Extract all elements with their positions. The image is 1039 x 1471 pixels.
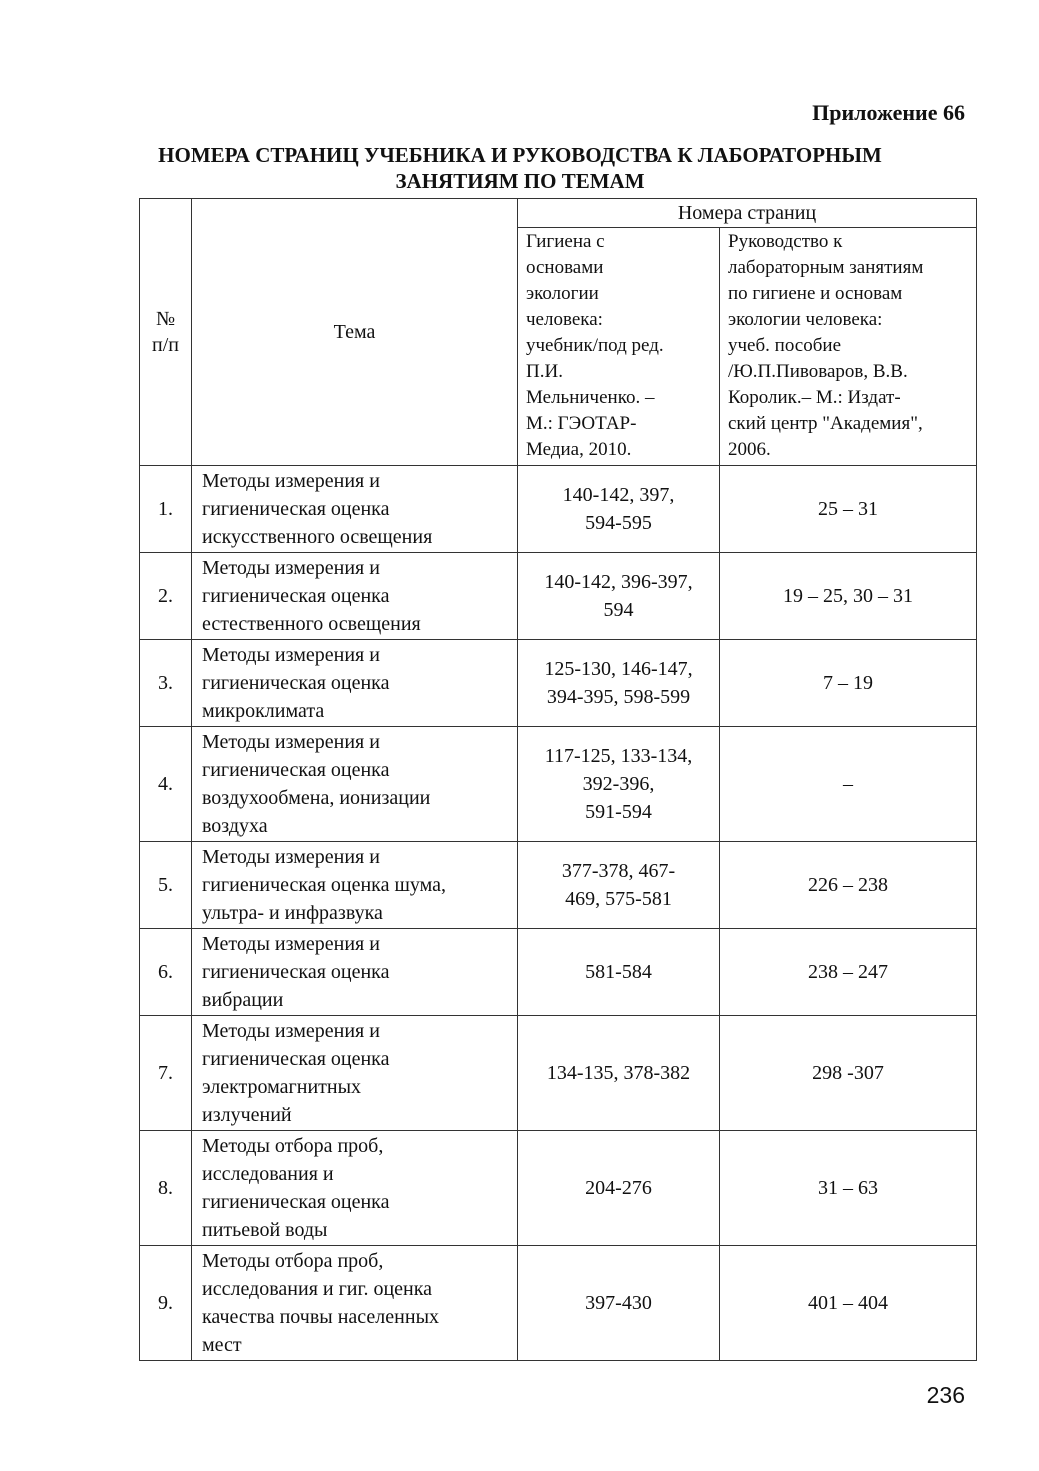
row-topic-line: питьевой воды [202, 1219, 328, 1241]
row-topic [192, 727, 518, 842]
header-textbook-line: Гигиена с [526, 231, 605, 252]
header-num-line: п/п [152, 334, 179, 356]
header-lab-guide-line: учеб. пособие [728, 335, 841, 356]
row-textbook-pages-line: 204-276 [585, 1177, 652, 1199]
row-number: 9. [140, 1246, 192, 1361]
row-lab-guide-pages: 19 – 25, 30 – 31 [720, 553, 977, 640]
page-title [80, 142, 960, 194]
row-textbook-pages-line: 594 [603, 599, 634, 621]
row-textbook-pages-line: 469, 575-581 [565, 888, 672, 910]
title-line: ЗАНЯТИЯМ ПО ТЕМАМ [395, 169, 645, 193]
row-topic-line: гигиеническая оценка [202, 961, 390, 983]
row-lab-guide-pages: 226 – 238 [720, 842, 977, 929]
row-topic-line: Методы измерения и [202, 846, 380, 868]
row-topic [192, 466, 518, 553]
row-topic-line: Методы отбора проб, [202, 1135, 384, 1157]
row-textbook-pages-line: 140-142, 397, [562, 484, 675, 506]
row-textbook-pages-line: 140-142, 396-397, [544, 571, 693, 593]
header-lab-guide-line: /Ю.П.Пивоваров, В.В. [728, 361, 908, 382]
header-lab-guide [720, 228, 977, 466]
header-lab-guide-line: Руководство к [728, 231, 843, 252]
header-topic: Тема [192, 199, 518, 466]
row-number: 4. [140, 727, 192, 842]
row-topic-line: Методы измерения и [202, 644, 380, 666]
header-textbook [518, 228, 720, 466]
row-topic-line: микроклимата [202, 700, 325, 722]
row-textbook-pages-line: 125-130, 146-147, [544, 658, 693, 680]
row-textbook-pages-line: 591-594 [585, 801, 652, 823]
row-textbook-pages-line: 394-395, 598-599 [546, 686, 691, 708]
header-lab-guide-line: экологии человека: [728, 309, 883, 330]
row-lab-guide-pages: 7 – 19 [720, 640, 977, 727]
row-textbook-pages-line: 581-584 [585, 961, 652, 983]
header-textbook-line: М.: ГЭОТАР- [526, 413, 637, 434]
row-textbook-pages-line: 134-135, 378-382 [546, 1062, 691, 1084]
row-lab-guide-pages: 298 -307 [720, 1016, 977, 1131]
page-number: 236 [926, 1382, 965, 1408]
row-textbook-pages [518, 842, 720, 929]
row-topic-line: гигиеническая оценка [202, 759, 390, 781]
row-topic-line: гигиеническая оценка [202, 1191, 390, 1213]
row-textbook-pages [518, 466, 720, 553]
row-topic-line: гигиеническая оценка [202, 585, 390, 607]
row-textbook-pages [518, 929, 720, 1016]
row-textbook-pages-line: 397-430 [585, 1292, 652, 1314]
row-topic-line: Методы отбора проб, [202, 1250, 384, 1272]
header-pages-group: Номера страниц [518, 199, 977, 228]
row-textbook-pages-line: 594-595 [585, 512, 652, 534]
row-topic [192, 929, 518, 1016]
row-textbook-pages [518, 553, 720, 640]
page-numbers-table [139, 198, 977, 1361]
row-topic-line: исследования и [202, 1163, 334, 1185]
row-topic-line: Методы измерения и [202, 731, 380, 753]
table-row [140, 466, 977, 553]
row-textbook-pages [518, 1246, 720, 1361]
row-topic [192, 1016, 518, 1131]
row-topic [192, 842, 518, 929]
row-lab-guide-pages: – [720, 727, 977, 842]
header-textbook-line: экологии [526, 283, 599, 304]
header-textbook-line: П.И. [526, 361, 563, 382]
row-topic-line: электромагнитных [202, 1076, 362, 1098]
row-topic-line: гигиеническая оценка [202, 672, 390, 694]
row-topic-line: Методы измерения и [202, 557, 380, 579]
row-number: 8. [140, 1131, 192, 1246]
table-row [140, 1246, 977, 1361]
title-line: НОМЕРА СТРАНИЦ УЧЕБНИКА И РУКОВОДСТВА К ЛАБОРАТОРНЫМ [158, 143, 882, 167]
header-textbook-line: учебник/под ред. [526, 335, 664, 356]
row-topic-line: излучений [202, 1104, 292, 1126]
row-topic [192, 640, 518, 727]
row-lab-guide-pages: 238 – 247 [720, 929, 977, 1016]
row-number: 5. [140, 842, 192, 929]
row-topic-line: Методы измерения и [202, 1020, 380, 1042]
row-number: 6. [140, 929, 192, 1016]
header-textbook-line: Медиа, 2010. [526, 439, 632, 460]
table-body [140, 466, 977, 1361]
row-topic-line: искусственного освещения [202, 526, 433, 548]
row-number: 3. [140, 640, 192, 727]
row-textbook-pages [518, 727, 720, 842]
row-number: 7. [140, 1016, 192, 1131]
row-textbook-pages-line: 117-125, 133-134, [544, 745, 693, 767]
table-row [140, 1016, 977, 1131]
row-topic-line: Методы измерения и [202, 933, 380, 955]
header-lab-guide-line: Королик.– М.: Издат- [728, 387, 901, 408]
header-lab-guide-line: 2006. [728, 439, 771, 460]
row-topic-line: воздуха [202, 815, 268, 837]
header-lab-guide-line: по гигиене и основам [728, 283, 903, 304]
row-textbook-pages-line: 377-378, 467- [561, 860, 676, 882]
row-textbook-pages [518, 640, 720, 727]
table-row [140, 1131, 977, 1246]
row-topic [192, 1131, 518, 1246]
header-textbook-line: человека: [526, 309, 603, 330]
header-row [140, 199, 977, 228]
row-textbook-pages-line: 392-396, [582, 773, 655, 795]
row-topic-line: гигиеническая оценка шума, [202, 874, 447, 896]
row-topic-line: вибрации [202, 989, 284, 1011]
row-topic-line: гигиеническая оценка [202, 1048, 390, 1070]
row-topic-line: Методы измерения и [202, 470, 380, 492]
row-topic-line: мест [202, 1334, 242, 1356]
header-textbook-line: Мельниченко. – [526, 387, 655, 408]
header-lab-guide-line: ский центр "Академия", [728, 413, 923, 434]
header-num [140, 199, 192, 466]
header-lab-guide-line: лабораторным занятиям [728, 257, 924, 278]
row-topic [192, 1246, 518, 1361]
table-row [140, 553, 977, 640]
row-topic-line: гигиеническая оценка [202, 498, 390, 520]
row-textbook-pages [518, 1016, 720, 1131]
row-topic-line: исследования и гиг. оценка [202, 1278, 433, 1300]
table-row [140, 640, 977, 727]
table-row [140, 842, 977, 929]
row-number: 2. [140, 553, 192, 640]
appendix-label: Приложение 66 [812, 100, 965, 125]
row-topic-line: естественного освещения [202, 613, 421, 635]
row-topic [192, 553, 518, 640]
table-row [140, 929, 977, 1016]
row-lab-guide-pages: 401 – 404 [720, 1246, 977, 1361]
row-number: 1. [140, 466, 192, 553]
row-lab-guide-pages: 31 – 63 [720, 1131, 977, 1246]
row-topic-line: ультра- и инфразвука [202, 902, 383, 924]
header-textbook-line: основами [526, 257, 604, 278]
row-topic-line: воздухообмена, ионизации [202, 787, 431, 809]
row-lab-guide-pages: 25 – 31 [720, 466, 977, 553]
header-num-line: № [155, 308, 176, 330]
table-row [140, 727, 977, 842]
row-topic-line: качества почвы населенных [202, 1306, 440, 1328]
row-textbook-pages [518, 1131, 720, 1246]
